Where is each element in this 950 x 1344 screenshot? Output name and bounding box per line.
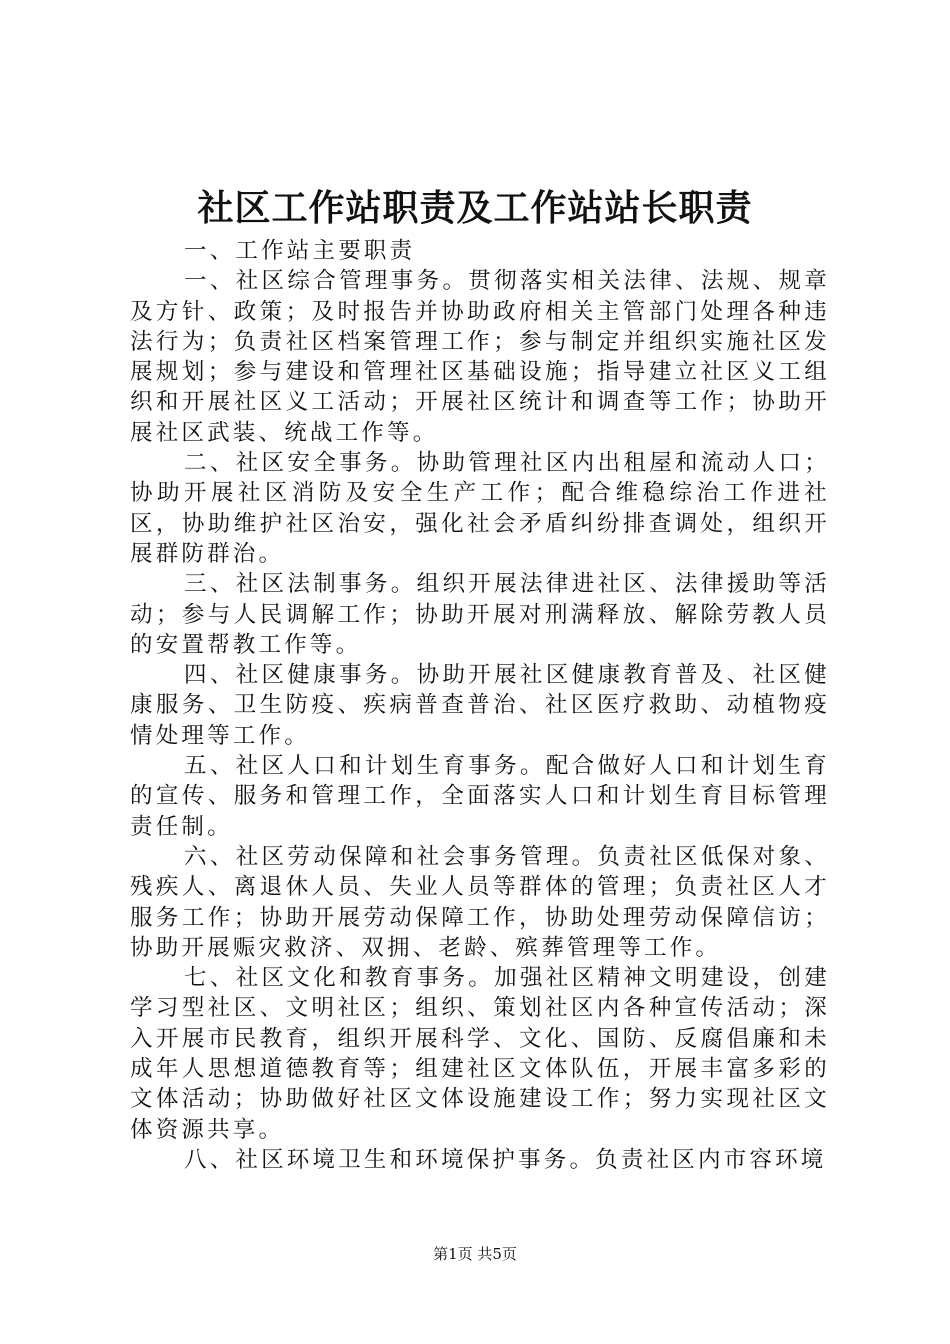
- paragraph-2: 二、社区安全事务。协助管理社区内出租屋和流动人口；协助开展社区消防及安全生产工作；配合维稳综治工作进社区，协助维护社区治安，强化社会矛盾纠纷排查调处，组织开展群防群治。: [130, 450, 830, 567]
- document-body: [130, 236, 830, 1175]
- paragraph-7: 七、社区文化和教育事务。加强社区精神文明建设，创建学习型社区、文明社区；组织、策划社区内各种宣传活动；深入开展市民教育，组织开展科学、文化、国防、反腐倡廉和未成年人思想道德教育等；组建社区文体队伍，开展丰富多彩的文体活动；协助做好社区文体设施建设工作；努力实现社区文体资源共享。: [130, 965, 830, 1143]
- paragraph-3: 三、社区法制事务。组织开展法律进社区、法律援助等活动；参与人民调解工作；协助开展对刑满释放、解除劳教人员的安置帮教工作等。: [130, 571, 830, 658]
- page-title: 社区工作站职责及工作站站长职责: [197, 187, 753, 229]
- paragraph-6: 六、社区劳动保障和社会事务管理。负责社区低保对象、残疾人、离退休人员、失业人员等群体的管理；负责社区人才服务工作；协助开展劳动保障工作，协助处理劳动保障信访；协助开展赈灾救济、双拥、老龄、殡葬管理等工作。: [130, 843, 830, 961]
- paragraph-1: 一、社区综合管理事务。贯彻落实相关法律、法规、规章及方针、政策；及时报告并协助政府相关主管部门处理各种违法行为；负责社区档案管理工作；参与制定并组织实施社区发展规划；参与建设和管理社区基础设施；指导建立社区义工组织和开展社区义工活动；开展社区统计和调查等工作；协助开展社区武装、统战工作等。: [130, 268, 830, 446]
- page-number-footer: 第1页 共5页: [433, 1245, 517, 1263]
- paragraph-4: 四、社区健康事务。协助开展社区健康教育普及、社区健康服务、卫生防疫、疾病普查普治、社区医疗救助、动植物疫情处理等工作。: [130, 662, 830, 749]
- section-heading: 一、工作站主要职责: [184, 238, 416, 264]
- paragraph-5: 五、社区人口和计划生育事务。配合做好人口和计划生育的宣传、服务和管理工作，全面落实人口和计划生育目标管理责任制。: [130, 753, 830, 840]
- paragraph-8: 八、社区环境卫生和环境保护事务。负责社区内市容环境: [184, 1146, 827, 1173]
